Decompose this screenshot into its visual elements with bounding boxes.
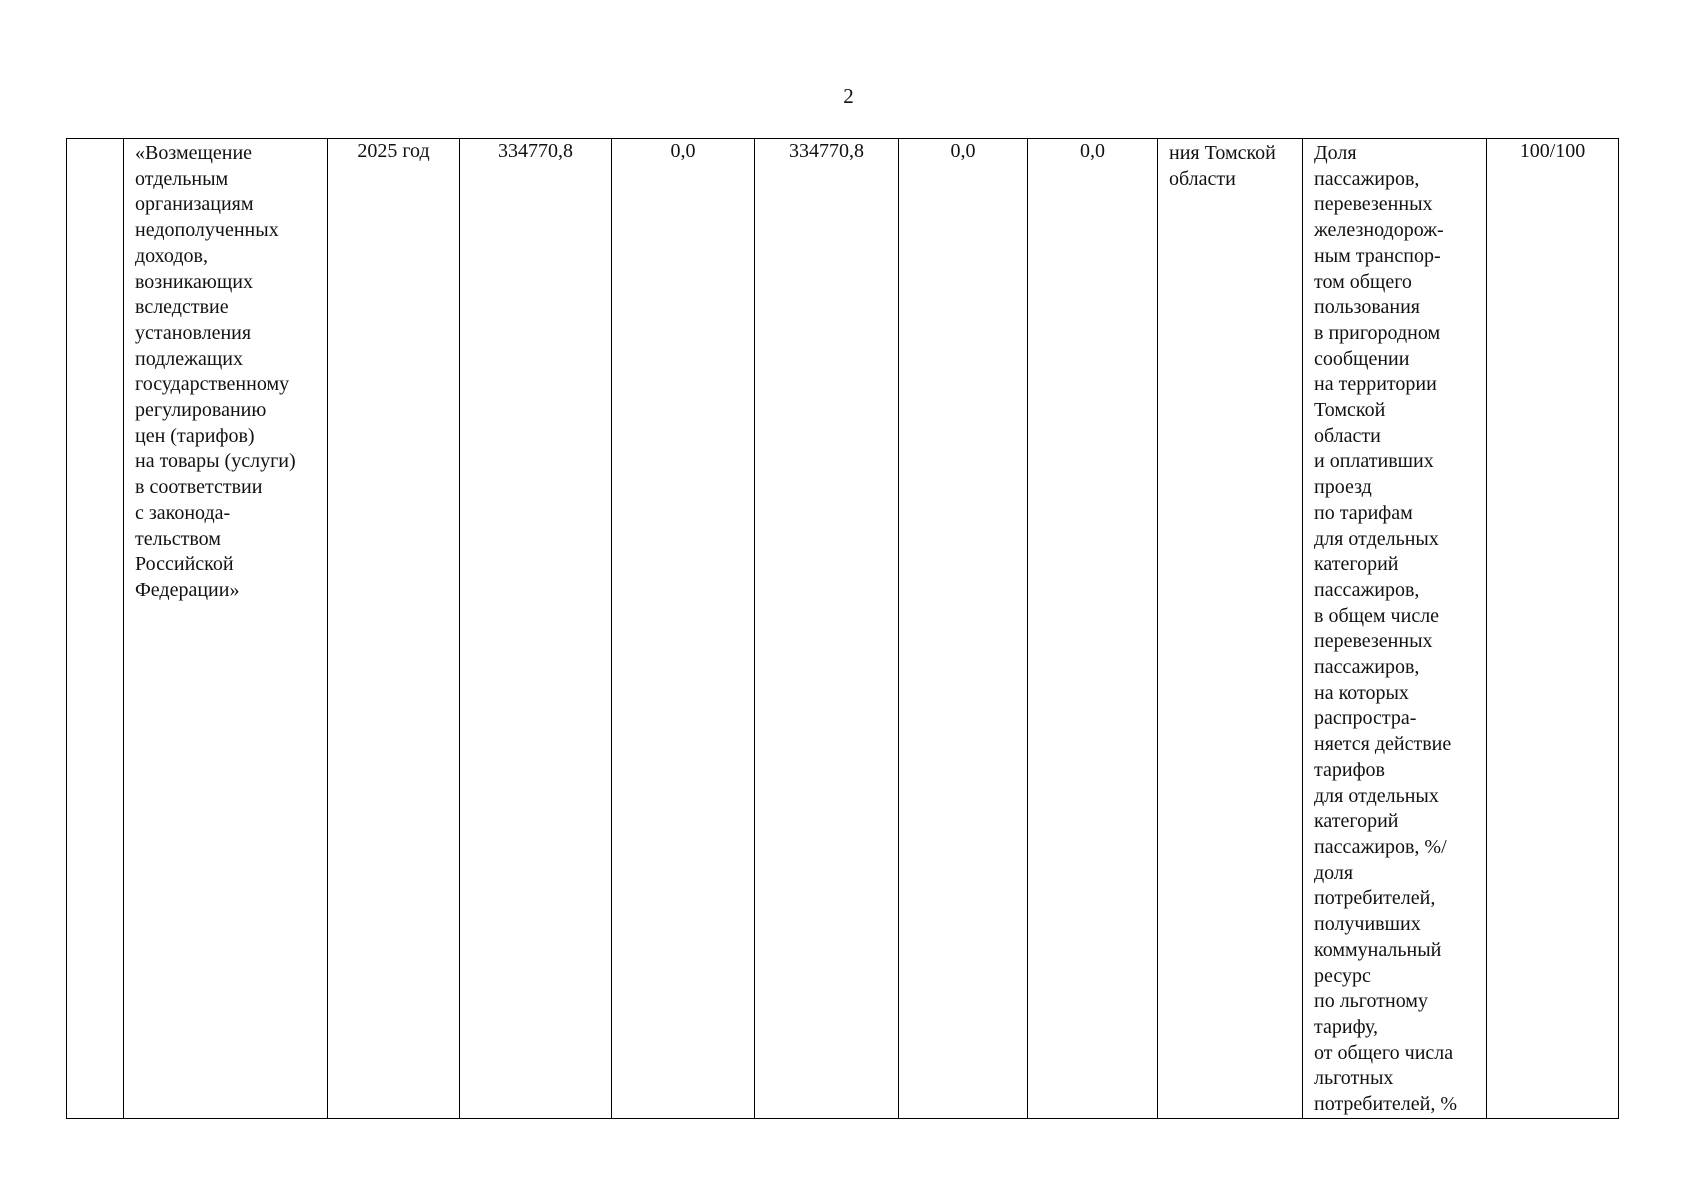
text-line: по тарифам <box>1314 501 1413 524</box>
text-line: перевезенных <box>1314 630 1433 653</box>
text-line: по льготному <box>1314 990 1428 1013</box>
other-sources-cell: 0,0 <box>1028 139 1158 1119</box>
row-number-cell <box>67 139 124 1119</box>
text-line: отдельным <box>135 167 229 190</box>
program-activity-table <box>66 138 1619 1119</box>
indicator-text <box>1303 139 1486 1118</box>
text-line: доля <box>1314 861 1354 884</box>
text-line: подлежащих <box>135 347 243 370</box>
activity-name-cell <box>124 139 328 1119</box>
page-number: 2 <box>843 84 854 108</box>
text-line: сообщении <box>1314 347 1410 370</box>
text-line: распростра- <box>1314 707 1417 730</box>
text-line: на которых <box>1314 681 1409 704</box>
text-line: установления <box>135 321 252 344</box>
text-line: доходов, <box>135 244 208 267</box>
text-line: в общем числе <box>1314 604 1440 627</box>
text-line: тарифу, <box>1314 1015 1379 1038</box>
text-line: няется действие <box>1314 733 1452 756</box>
text-line: ресурс <box>1314 964 1371 987</box>
local-budget-cell: 0,0 <box>899 139 1028 1119</box>
indicator-cell <box>1303 139 1487 1119</box>
text-line: тельством <box>135 527 221 550</box>
text-line: проезд <box>1314 476 1372 499</box>
text-line: пассажиров, <box>1314 167 1420 190</box>
text-line: перевезенных <box>1314 193 1433 216</box>
executor-cell <box>1158 139 1303 1119</box>
text-line: потребителей, <box>1314 887 1436 910</box>
text-line: Томской <box>1314 399 1386 422</box>
executor-text <box>1158 139 1302 192</box>
text-line: льготных <box>1314 1067 1394 1090</box>
text-line: на территории <box>1314 373 1437 396</box>
table-row <box>67 139 1619 1119</box>
text-line: Федерации» <box>135 578 240 601</box>
text-line: пассажиров, <box>1314 578 1420 601</box>
text-line: организациям <box>135 193 254 216</box>
text-line: на товары (услуги) <box>135 450 296 473</box>
text-line: вследствие <box>135 296 229 319</box>
text-line: потребителей, % <box>1314 1093 1458 1116</box>
text-line: государственному <box>135 373 290 396</box>
text-line: для отдельных <box>1314 784 1439 807</box>
text-line: коммунальный <box>1314 938 1442 961</box>
target-value-cell: 100/100 <box>1487 139 1619 1119</box>
text-line: с законода- <box>135 501 231 524</box>
text-line: том общего <box>1314 270 1412 293</box>
text-line: ным транспор- <box>1314 244 1441 267</box>
text-line: недополученных <box>135 219 279 242</box>
text-line: области <box>1314 424 1381 447</box>
text-line: в пригородном <box>1314 321 1441 344</box>
text-line: и оплативших <box>1314 450 1434 473</box>
regional-budget-cell: 334770,8 <box>755 139 899 1119</box>
text-line: категорий <box>1314 810 1399 833</box>
total-funding-cell: 334770,8 <box>460 139 612 1119</box>
text-line: пользования <box>1314 296 1420 319</box>
text-line: пассажиров, <box>1314 656 1420 679</box>
text-line: железнодорож- <box>1314 219 1444 242</box>
text-line: Российской <box>135 553 234 576</box>
text-line: области <box>1169 167 1236 190</box>
text-line: возникающих <box>135 270 253 293</box>
text-line: от общего числа <box>1314 1041 1454 1064</box>
text-line: «Возмещение <box>135 142 253 164</box>
text-line: регулированию <box>135 399 267 422</box>
activity-name <box>124 139 327 604</box>
text-line: в соответствии <box>135 476 263 499</box>
text-line: пассажиров, %/ <box>1314 835 1447 858</box>
federal-budget-cell: 0,0 <box>612 139 755 1119</box>
text-line: получивших <box>1314 913 1421 936</box>
text-line: категорий <box>1314 553 1399 576</box>
text-line: Доля <box>1314 142 1357 164</box>
text-line: цен (тарифов) <box>135 424 255 447</box>
text-line: тарифов <box>1314 758 1385 781</box>
text-line: для отдельных <box>1314 527 1439 550</box>
text-line: ния Томской <box>1169 142 1276 164</box>
period-cell: 2025 год <box>328 139 460 1119</box>
